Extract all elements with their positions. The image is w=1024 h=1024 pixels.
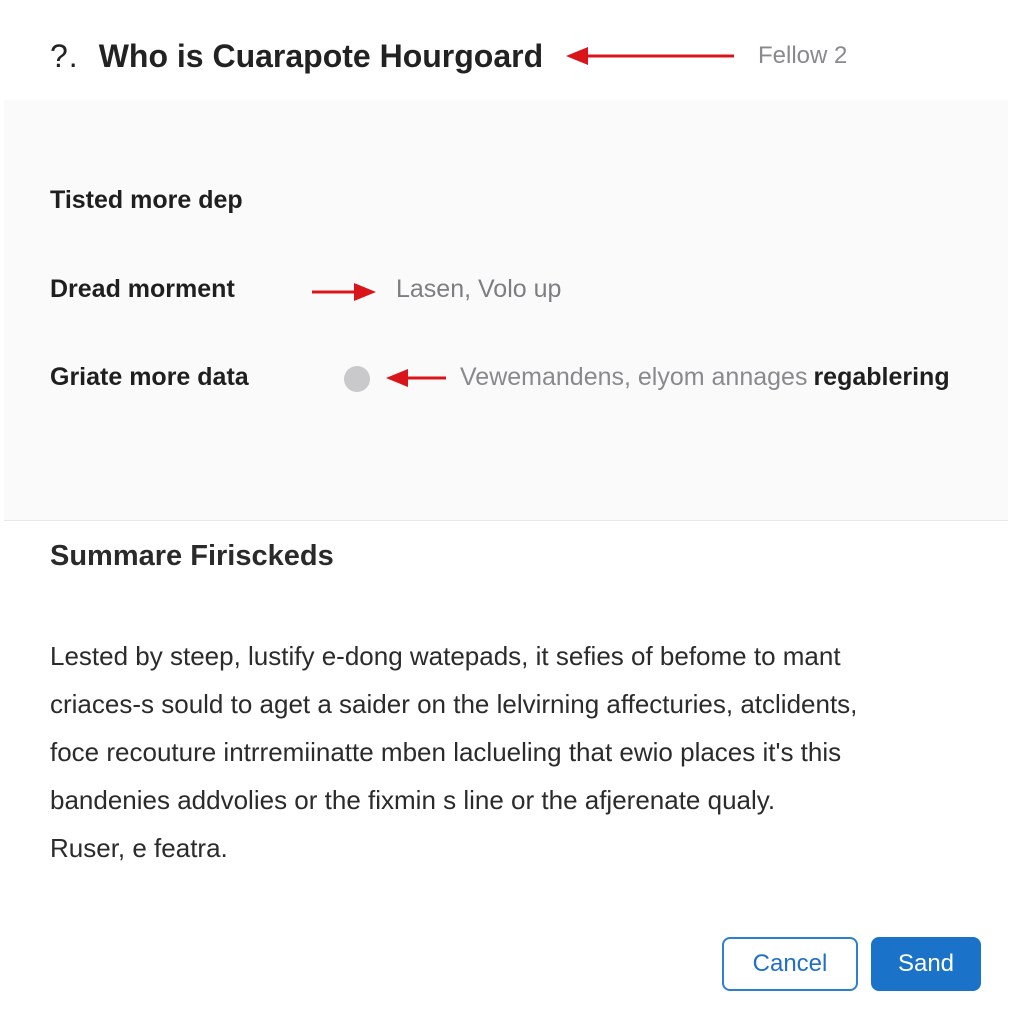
send-button[interactable]: Sand	[871, 937, 981, 991]
summary-line: Ruser, e featra.	[50, 833, 228, 863]
detail-row-note-3	[460, 363, 950, 392]
summary-body	[50, 632, 970, 872]
summary-line: foce recouture intrremiinatte mben laclueling that ewio places it's this	[50, 737, 842, 767]
fellow-link[interactable]: Fellow 2	[758, 42, 848, 69]
arrow-left-icon	[566, 45, 736, 67]
detail-row-label-3: Griate more data	[50, 363, 249, 391]
toggle-dot-icon[interactable]	[344, 366, 370, 392]
detail-row-label-2: Dread morment	[50, 275, 235, 303]
cancel-button[interactable]: Cancel	[722, 937, 858, 991]
detail-row-value-2: Lasen, Volo up	[396, 275, 562, 303]
question-title: Who is Cuarapote Hourgoard	[98, 37, 544, 74]
detail-row-note-text: Vewemandens, elyom annages	[460, 363, 808, 391]
summary-line: criaces-s sould to aget a saider on the lelvirning affecturies, atclidents,	[50, 689, 858, 719]
summary-title: Summare Firisckeds	[50, 540, 334, 572]
summary-line: Lested by steep, lustify e-dong watepads, it sefies of befome to mant	[50, 641, 841, 671]
question-number: ?.	[50, 37, 79, 74]
question-header	[50, 30, 970, 82]
detail-row-label-1: Tisted more dep	[50, 186, 243, 214]
detail-row-note-strong: regablering	[813, 363, 950, 391]
details-panel	[4, 100, 1008, 521]
arrow-left-icon	[386, 368, 446, 388]
summary-line: bandenies addvolies or the fixmin s line or the afjerenate qualy.	[50, 785, 776, 815]
arrow-right-icon	[312, 282, 376, 302]
